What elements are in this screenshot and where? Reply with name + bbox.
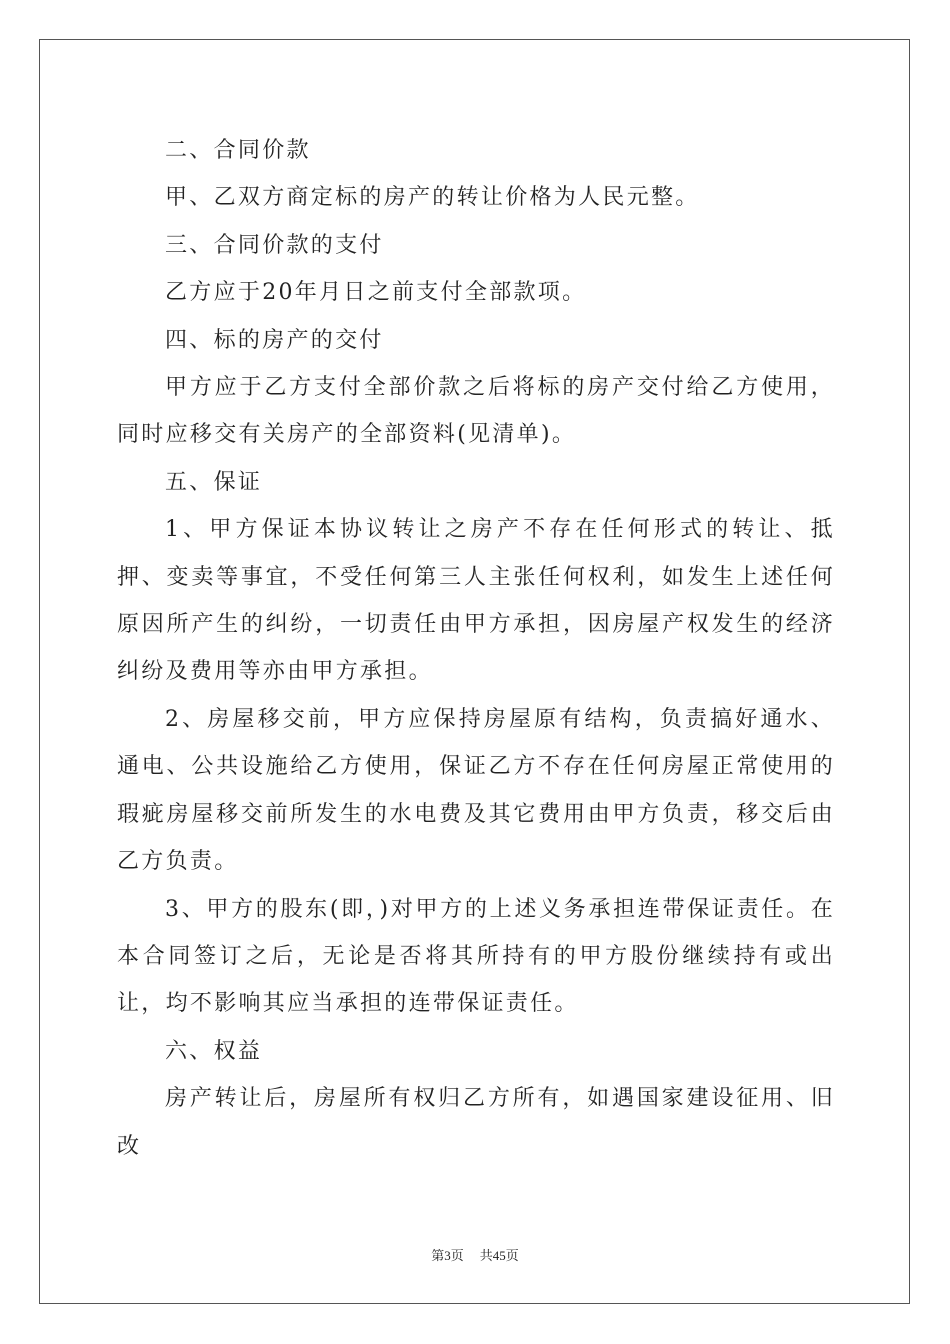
page-total: 共45页 xyxy=(479,1248,519,1263)
section-heading-delivery: 四、标的房产的交付 xyxy=(165,327,384,353)
section-heading-price: 二、合同价款 xyxy=(165,138,311,163)
paragraph-rights: 房产转让后，房屋所有权归乙方所有，如遇国家建设征用、旧改 xyxy=(117,1086,835,1159)
section-heading-payment: 三、合同价款的支付 xyxy=(165,232,384,258)
paragraph-guarantee-2: 2、房屋移交前，甲方应保持房屋原有结构，负责搞好通水、通电、公共设施给乙方使用，保证乙方不存在任何房屋正常使用的瑕疵房屋移交前所发生的水电费及其它费用由甲方负责，移交后由乙方负责。 xyxy=(117,706,835,875)
paragraph-guarantee-3: 3、甲方的股东(即，)对甲方的上述义务承担连带保证责任。在本合同签订之后，无论是否将其所持有的甲方股份继续持有或出让，均不影响其应当承担的连带保证责任。 xyxy=(117,896,835,1017)
page-number: 第3页 xyxy=(431,1248,464,1263)
paragraph-delivery: 甲方应于乙方支付全部价款之后将标的房产交付给乙方使用，同时应移交有关房产的全部资料(见清单)。 xyxy=(117,375,835,448)
section-heading-rights: 六、权益 xyxy=(165,1038,263,1064)
page-footer xyxy=(0,1245,950,1264)
paragraph-price: 甲、乙双方商定标的房产的转让价格为人民元整。 xyxy=(165,185,700,211)
document-body xyxy=(117,127,835,1170)
paragraph-guarantee-1: 1、甲方保证本协议转让之房产不存在任何形式的转让、抵押、变卖等事宜，不受任何第三人主张任何权利，如发生上述任何原因所产生的纠纷，一切责任由甲方承担，因房屋产权发生的经济纠纷及费用等亦由甲方承担。 xyxy=(117,517,835,685)
paragraph-payment: 乙方应于20年月日之前支付全部款项。 xyxy=(165,280,587,306)
section-heading-guarantee: 五、保证 xyxy=(165,469,263,495)
